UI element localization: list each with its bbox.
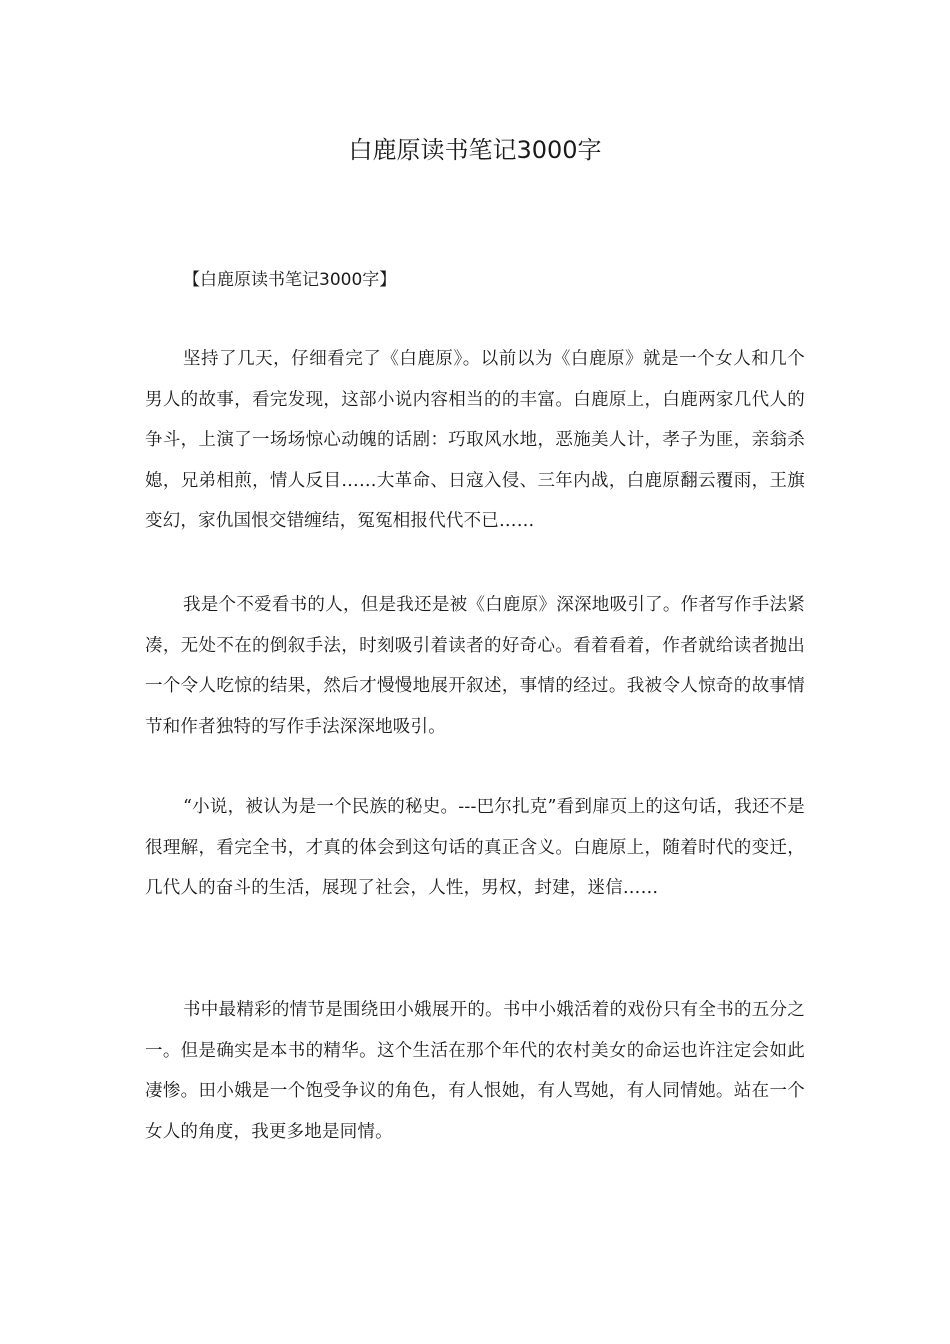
document-subheading: 【白鹿原读书笔记3000字】: [183, 270, 397, 290]
paragraph-1: 坚持了几天，仔细看完了《白鹿原》。以前以为《白鹿原》就是一个女人和几个男人的故事，看完发现，这部小说内容相当的的丰富。白鹿原上，白鹿两家几代人的争斗，上演了一场场惊心动魄的话剧：巧取风水地，恶施美人计，孝子为匪，亲翁杀媳，兄弟相煎，情人反目……大革命、日寇入侵、三年内战，白鹿原翻云覆雨，王旗变幻，家仇国恨交错缠结，冤冤相报代代不已……: [145, 349, 805, 531]
paragraph-4: 书中最精彩的情节是围绕田小娥展开的。书中小娥活着的戏份只有全书的五分之一。但是确实是本书的精华。这个生活在那个年代的农村美女的命运也许注定会如此凄惨。田小娥是一个饱受争议的角色，有人恨她，有人骂她，有人同情她。站在一个女人的角度，我更多地是同情。: [145, 1000, 805, 1142]
paragraph-2: 我是个不爱看书的人，但是我还是被《白鹿原》深深地吸引了。作者写作手法紧凑，无处不在的倒叙手法，时刻吸引着读者的好奇心。看着看着，作者就给读者抛出一个令人吃惊的结果，然后才慢慢地展开叙述，事情的经过。我被令人惊奇的故事情节和作者独特的写作手法深深地吸引。: [145, 595, 805, 737]
document-title: 白鹿原读书笔记3000字: [348, 136, 602, 164]
paragraph-3: “小说，被认为是一个民族的秘史。---巴尔扎克”看到扉页上的这句话，我还不是很理解，看完全书，才真的体会到这句话的真正含义。白鹿原上，随着时代的变迁，几代人的奋斗的生活，展现了社会，人性，男权，封建，迷信……: [145, 797, 805, 898]
